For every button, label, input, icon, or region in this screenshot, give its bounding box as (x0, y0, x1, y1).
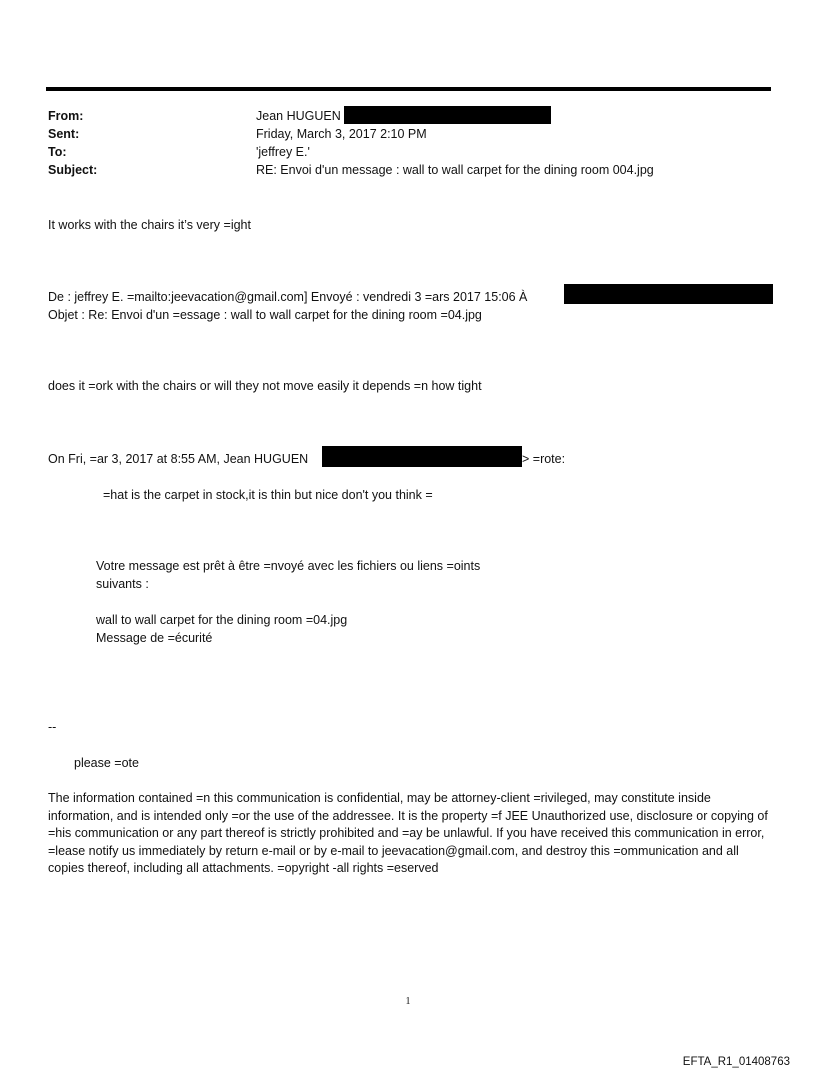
sent-label: Sent: (48, 127, 80, 141)
quote2-text: =hat is the carpet in stock,it is thin but nice don't you think = (103, 488, 433, 502)
notice-line2: suivants : (96, 577, 149, 591)
to-label: To: (48, 145, 67, 159)
header-rule (46, 87, 771, 91)
please-note: please =ote (74, 756, 139, 770)
to-value: 'jeffrey E.' (256, 145, 310, 159)
from-value: Jean HUGUEN (256, 109, 341, 123)
redaction-quote2-email (322, 446, 522, 467)
bates-number: EFTA_R1_01408763 (682, 1056, 790, 1068)
from-label: From: (48, 109, 84, 123)
page-number: 1 (405, 996, 411, 1007)
security-label: Message de =écurité (96, 631, 213, 645)
attachment-name: wall to wall carpet for the dining room =04.jpg (96, 613, 348, 627)
reply-text: It works with the chairs it’s very =ight (48, 218, 251, 232)
disclaimer-text: The information contained =n this communication is confidential, may be attorney-client =rivileged, may constitute inside information, and is intended only =or the use of the addressee. It is the property =f JEE Unauthorized use, disclosure or copying of =his communication or any part thereof is strictly prohibited and =ay be unlawful. If you have received this communication in error, =lease notify us immediately by return e-mail or by e-mail to jeevacation@gmail.com, and destroy this =ommunication and all copies thereof, including all attachments. =opyright -all rights =eserved (48, 791, 768, 876)
redaction-quote1-recipient (564, 284, 773, 304)
quote1-text: does it =ork with the chairs or will they not move easily it depends =n how tight (48, 379, 482, 393)
notice-line1: Votre message est prêt à être =nvoyé avec les fichiers ou liens =oints (96, 559, 481, 573)
quote1-header-line2: Objet : Re: Envoi d'un =essage : wall to wall carpet for the dining room =04.jpg (48, 308, 482, 322)
quote2-header-prefix: On Fri, =ar 3, 2017 at 8:55 AM, Jean HUGUEN (48, 452, 309, 466)
quote2-header-suffix: > =rote: (522, 452, 566, 466)
subject-label: Subject: (48, 163, 98, 177)
redaction-from-email (344, 106, 551, 124)
subject-value: RE: Envoi d'un message : wall to wall carpet for the dining room 004.jpg (256, 163, 654, 177)
signature-separator: -- (48, 720, 57, 734)
quote1-header-line1: De : jeffrey E. =mailto:jeevacation@gmail.com] Envoyé : vendredi 3 =ars 2017 15:06 À (48, 290, 528, 304)
sent-value: Friday, March 3, 2017 2:10 PM (256, 127, 427, 141)
